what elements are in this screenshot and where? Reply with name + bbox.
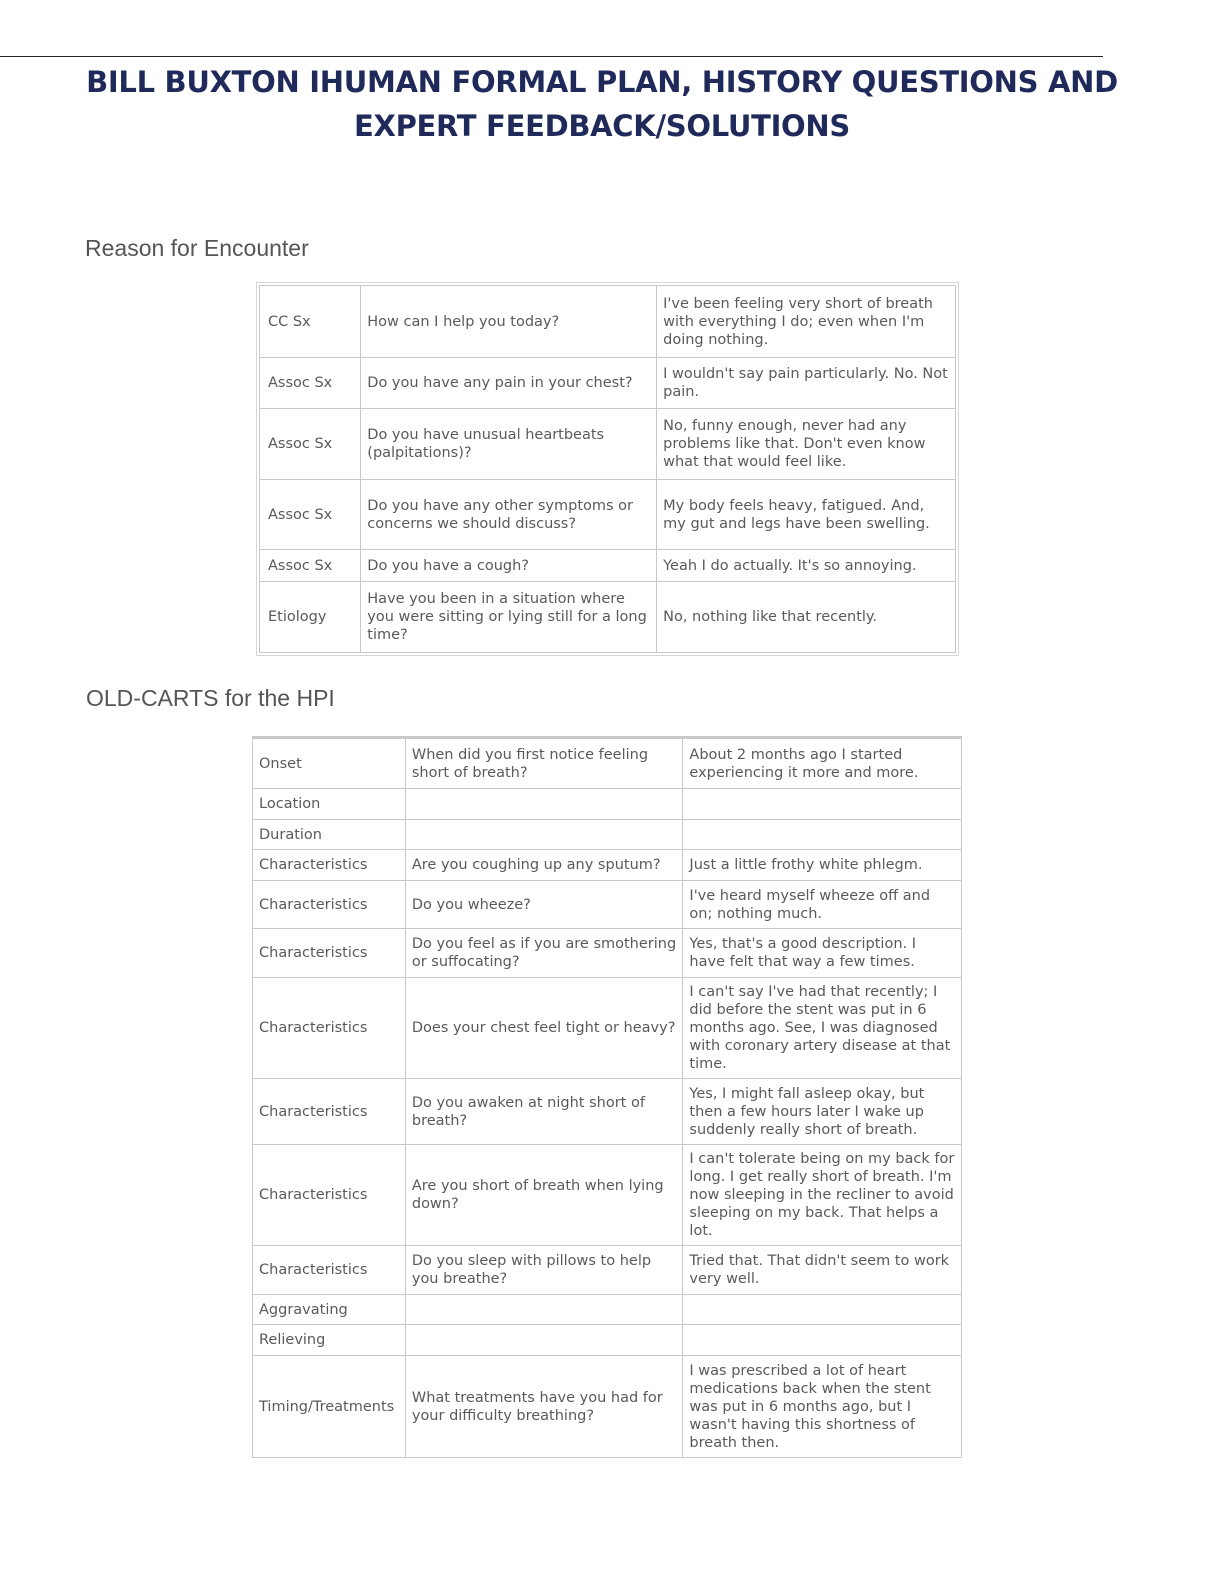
table-row	[260, 480, 956, 550]
answer-cell: I've been feeling very short of breath with everything I do; even when I'm doing nothing.	[657, 286, 956, 358]
category-cell: Duration	[253, 820, 406, 850]
category-cell: Assoc Sx	[260, 409, 361, 480]
question-cell: Does your chest feel tight or heavy?	[405, 978, 683, 1079]
section-heading-old-carts: OLD-CARTS for the HPI	[86, 685, 335, 711]
question-cell: Do you have any other symptoms or concerns we should discuss?	[361, 480, 657, 550]
category-cell: Characteristics	[253, 929, 406, 978]
answer-cell: No, nothing like that recently.	[657, 582, 956, 653]
document-title: BILL BUXTON IHUMAN FORMAL PLAN, HISTORY QUESTIONS AND EXPERT FEEDBACK/SOLUTIONS	[86, 65, 1118, 143]
question-cell: Do you have a cough?	[361, 550, 657, 582]
table-row	[253, 881, 962, 929]
answer-cell: Tried that. That didn't seem to work very well.	[683, 1246, 962, 1295]
question-cell	[405, 1325, 683, 1356]
category-cell: Onset	[253, 738, 406, 789]
question-cell: Do you feel as if you are smothering or suffocating?	[405, 929, 683, 978]
table-row	[253, 929, 962, 978]
answer-cell	[683, 1325, 962, 1356]
answer-cell: Just a little frothy white phlegm.	[683, 850, 962, 881]
question-cell	[405, 820, 683, 850]
category-cell: Relieving	[253, 1325, 406, 1356]
table-row	[253, 820, 962, 850]
answer-cell: No, funny enough, never had any problems like that. Don't even know what that would feel like.	[657, 409, 956, 480]
table-row	[260, 358, 956, 409]
category-cell: Assoc Sx	[260, 480, 361, 550]
question-cell: How can I help you today?	[361, 286, 657, 358]
table-row	[260, 582, 956, 653]
answer-cell: My body feels heavy, fatigued. And, my gut and legs have been swelling.	[657, 480, 956, 550]
answer-cell: Yeah I do actually. It's so annoying.	[657, 550, 956, 582]
category-cell: Characteristics	[253, 1246, 406, 1295]
question-cell: Do you awaken at night short of breath?	[405, 1079, 683, 1145]
table-row	[253, 1079, 962, 1145]
category-cell: Timing/Treatments	[253, 1356, 406, 1458]
category-cell: Etiology	[260, 582, 361, 653]
table-row	[253, 738, 962, 789]
category-cell: Assoc Sx	[260, 550, 361, 582]
answer-cell: I was prescribed a lot of heart medications back when the stent was put in 6 months ago, but I wasn't having this shortness of breath then.	[683, 1356, 962, 1458]
question-cell: Do you wheeze?	[405, 881, 683, 929]
table-row	[253, 1246, 962, 1295]
category-cell: Characteristics	[253, 881, 406, 929]
question-cell: Are you short of breath when lying down?	[405, 1145, 683, 1246]
question-cell	[405, 789, 683, 820]
table-row	[253, 1356, 962, 1458]
section-heading-reason-for-encounter: Reason for Encounter	[85, 235, 309, 261]
answer-cell	[683, 820, 962, 850]
question-cell: Have you been in a situation where you were sitting or lying still for a long time?	[361, 582, 657, 653]
top-rule	[0, 56, 1103, 57]
category-cell: Characteristics	[253, 1145, 406, 1246]
table-row	[260, 409, 956, 480]
question-cell: What treatments have you had for your difficulty breathing?	[405, 1356, 683, 1458]
question-cell: When did you first notice feeling short of breath?	[405, 738, 683, 789]
table-row	[260, 286, 956, 358]
table-row	[253, 850, 962, 881]
category-cell: CC Sx	[260, 286, 361, 358]
category-cell: Characteristics	[253, 978, 406, 1079]
category-cell: Characteristics	[253, 850, 406, 881]
answer-cell	[683, 789, 962, 820]
answer-cell: I've heard myself wheeze off and on; nothing much.	[683, 881, 962, 929]
table-row	[253, 1325, 962, 1356]
question-cell: Are you coughing up any sputum?	[405, 850, 683, 881]
table-row	[253, 1295, 962, 1325]
category-cell: Assoc Sx	[260, 358, 361, 409]
category-cell: Location	[253, 789, 406, 820]
category-cell: Characteristics	[253, 1079, 406, 1145]
answer-cell: I wouldn't say pain particularly. No. Not pain.	[657, 358, 956, 409]
category-cell: Aggravating	[253, 1295, 406, 1325]
question-cell: Do you have any pain in your chest?	[361, 358, 657, 409]
answer-cell: Yes, that's a good description. I have felt that way a few times.	[683, 929, 962, 978]
question-cell: Do you sleep with pillows to help you breathe?	[405, 1246, 683, 1295]
table-row	[253, 978, 962, 1079]
answer-cell: I can't tolerate being on my back for long. I get really short of breath. I'm now sleeping in the recliner to avoid sleeping on my back. That helps a lot.	[683, 1145, 962, 1246]
old-carts-table	[252, 736, 962, 1458]
question-cell	[405, 1295, 683, 1325]
answer-cell: I can't say I've had that recently; I did before the stent was put in 6 months ago. See, I was diagnosed with coronary artery disease at that time.	[683, 978, 962, 1079]
answer-cell: Yes, I might fall asleep okay, but then a few hours later I wake up suddenly really short of breath.	[683, 1079, 962, 1145]
reason-for-encounter-table	[259, 285, 956, 653]
question-cell: Do you have unusual heartbeats (palpitations)?	[361, 409, 657, 480]
table-row	[260, 550, 956, 582]
table-row	[253, 1145, 962, 1246]
answer-cell	[683, 1295, 962, 1325]
answer-cell: About 2 months ago I started experiencing it more and more.	[683, 738, 962, 789]
table-row	[253, 789, 962, 820]
